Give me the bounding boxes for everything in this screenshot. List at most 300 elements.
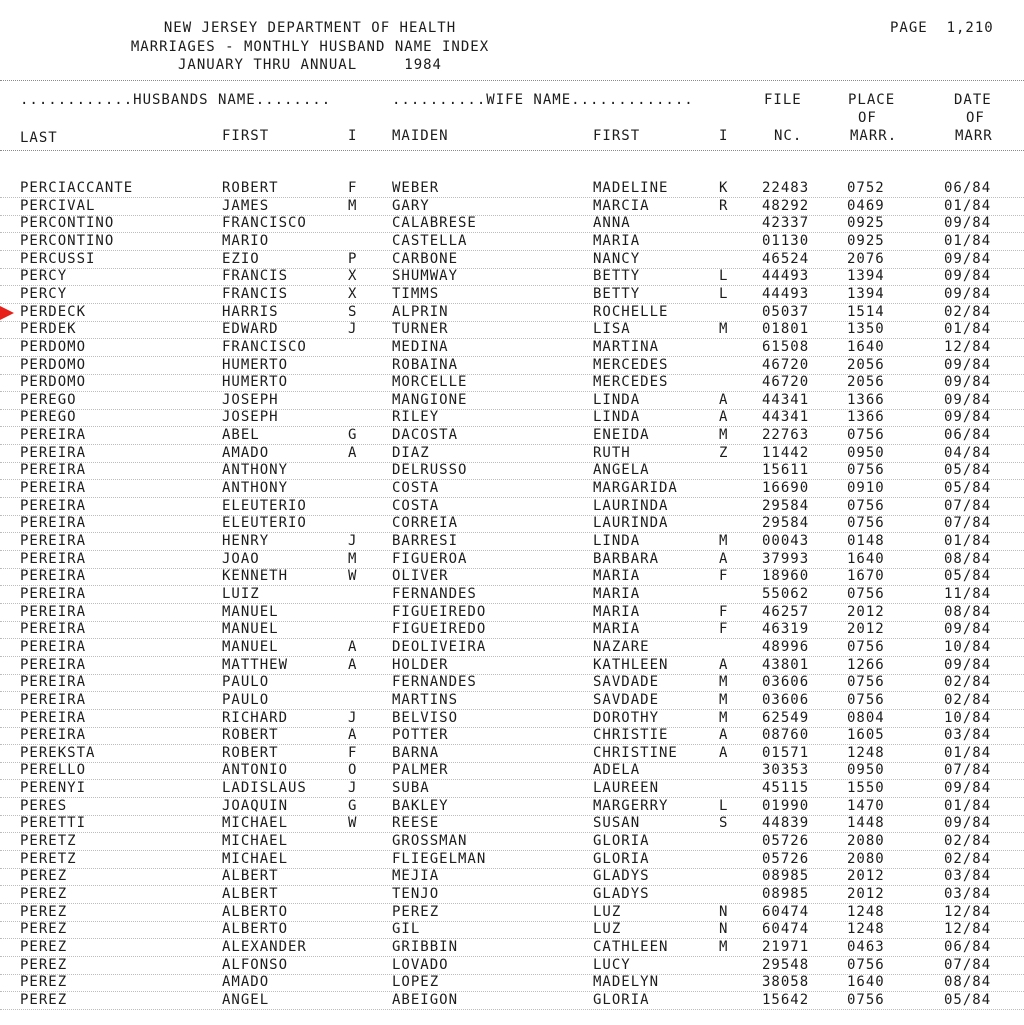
husband-initial: S [348,303,358,320]
place-of-marriage: 1605 [847,727,885,744]
wife-first-name: BARBARA [593,550,660,567]
table-row [0,692,1024,710]
husband-last-name: PEREIRA [20,638,87,655]
husband-last-name: PERETZ [20,833,77,849]
wife-initial: L [719,268,729,285]
wife-initial: L [719,285,729,302]
place-of-marriage: 0950 [847,762,885,779]
file-number: 46257 [762,603,810,620]
wife-initial: F [719,621,729,638]
wife-maiden-name: ALPRIN [392,303,449,320]
husband-first-name: AMADO [222,974,270,991]
date-of-marriage: 12/84 [944,338,992,355]
wife-initial: M [719,427,729,444]
place-of-header: OF [858,110,877,126]
file-number: 01801 [762,321,810,338]
wife-name-group-header: ..........WIFE NAME............. [392,92,694,108]
husband-first-name: FRANCIS [222,268,289,285]
wife-maiden-name: ABEIGON [392,991,459,1008]
place-of-marriage: 1550 [847,780,885,797]
table-row [0,604,1024,622]
wife-maiden-name: GARY [392,197,430,214]
file-number: 44341 [762,409,810,426]
wife-initial: A [719,727,729,744]
husband-first-name: EDWARD [222,321,279,338]
husband-first-name: KENNETH [222,568,289,585]
col-header-place: MARR. [850,128,898,144]
husband-first-name: LADISLAUS [222,780,307,797]
husband-last-name: PEREZ [20,956,68,973]
husband-first-name: AMADO [222,444,270,461]
file-number: 00043 [762,533,810,549]
table-row [0,674,1024,692]
wife-first-name: MARIA [593,621,641,638]
wife-first-name: RUTH [593,444,631,461]
wife-first-name: ROCHELLE [593,303,669,320]
husband-first-name: JAMES [222,197,270,214]
place-of-marriage: 0756 [847,991,885,1008]
table-row [0,445,1024,463]
wife-maiden-name: MARTINS [392,691,459,708]
wife-maiden-name: PALMER [392,762,449,779]
header-rule-bottom [0,150,1024,151]
wife-maiden-name: LOPEZ [392,974,440,991]
file-number: 60474 [762,903,810,920]
place-of-marriage: 1248 [847,921,885,938]
date-of-marriage: 05/84 [944,480,992,496]
husband-last-name: PEREGO [20,391,77,408]
file-number: 29584 [762,497,810,514]
husband-initial: A [348,444,358,461]
date-of-marriage: 08/84 [944,603,992,620]
husband-last-name: PERES [20,797,68,814]
husband-last-name: PEREIRA [20,656,87,673]
husband-first-name: MANUEL [222,603,279,620]
husband-initial: J [348,780,358,797]
place-of-marriage: 1448 [847,815,885,832]
wife-first-name: SUSAN [593,815,641,832]
wife-maiden-name: CALABRESE [392,215,477,232]
table-row [0,868,1024,886]
wife-initial: N [719,903,729,920]
wife-first-name: MARGARIDA [593,480,678,496]
husband-last-name: PEREIRA [20,497,87,514]
file-number: 03606 [762,691,810,708]
table-row [0,745,1024,763]
table-row [0,462,1024,480]
husband-last-name: PERCUSSI [20,250,96,267]
file-number: 44493 [762,285,810,302]
husband-initial: J [348,533,358,549]
husband-first-name: RICHARD [222,709,289,726]
date-of-marriage: 07/84 [944,515,992,532]
file-number: 43801 [762,656,810,673]
report-title-agency: NEW JERSEY DEPARTMENT OF HEALTH [163,20,457,36]
husband-last-name: PEREIRA [20,603,87,620]
date-of-marriage: 02/84 [944,833,992,849]
file-group-header: FILE [764,92,802,108]
table-row [0,780,1024,798]
wife-initial: M [719,533,729,549]
husband-first-name: ALBERTO [222,903,289,920]
husband-initial: P [348,250,358,267]
wife-initial: R [719,197,729,214]
file-number: 01571 [762,744,810,761]
file-number: 22483 [762,180,810,196]
wife-first-name: NANCY [593,250,641,267]
husband-last-name: PEREIRA [20,621,87,638]
table-row [0,568,1024,586]
wife-first-name: LUZ [593,921,622,938]
husband-first-name: EZIO [222,250,260,267]
wife-first-name: MARTINA [593,338,660,355]
wife-initial: A [719,391,729,408]
husband-last-name: PEREGO [20,409,77,426]
husband-last-name: PERENYI [20,780,87,797]
husband-first-name: MICHAEL [222,850,289,867]
husband-last-name: PERCIVAL [20,197,96,214]
wife-maiden-name: MANGIONE [392,391,468,408]
husband-last-name: PERETZ [20,850,77,867]
husband-initial: W [348,568,358,585]
husband-last-name: PEREIRA [20,533,87,549]
table-row [0,515,1024,533]
date-of-marriage: 05/84 [944,991,992,1008]
husband-first-name: ROBERT [222,744,279,761]
wife-initial: Z [719,444,729,461]
date-of-marriage: 03/84 [944,868,992,885]
table-row [0,409,1024,427]
file-number: 03606 [762,674,810,691]
place-of-marriage: 0756 [847,956,885,973]
wife-maiden-name: POTTER [392,727,449,744]
wife-first-name: GLADYS [593,886,650,902]
husband-first-name: LUIZ [222,586,260,602]
col-header-wife-first: FIRST [593,128,641,144]
place-of-marriage: 1640 [847,550,885,567]
wife-maiden-name: DELRUSSO [392,462,468,479]
husband-last-name: PERCY [20,285,68,302]
table-row [0,551,1024,569]
husband-first-name: ALBERTO [222,921,289,938]
date-of-marriage: 09/84 [944,268,992,285]
table-row [0,957,1024,975]
place-of-marriage: 1394 [847,285,885,302]
wife-maiden-name: SHUMWAY [392,268,459,285]
date-of-marriage: 09/84 [944,656,992,673]
place-of-marriage: 1366 [847,391,885,408]
wife-first-name: ANGELA [593,462,650,479]
husband-first-name: ANTONIO [222,762,289,779]
file-number: 42337 [762,215,810,232]
wife-first-name: SAVDADE [593,691,660,708]
place-of-marriage: 0463 [847,938,885,955]
husband-last-name: PEREIRA [20,480,87,496]
wife-first-name: LINDA [593,391,641,408]
place-of-marriage: 1248 [847,903,885,920]
husband-first-name: ROBERT [222,727,279,744]
husband-last-name: PERDOMO [20,356,87,373]
husband-first-name: ELEUTERIO [222,497,307,514]
date-of-marriage: 12/84 [944,921,992,938]
wife-maiden-name: FIGUEROA [392,550,468,567]
table-row [0,639,1024,657]
husband-initial: G [348,427,358,444]
wife-maiden-name: BARNA [392,744,440,761]
husband-first-name: FRANCIS [222,285,289,302]
wife-maiden-name: GIL [392,921,421,938]
date-of-marriage: 01/84 [944,533,992,549]
husband-last-name: PERDOMO [20,338,87,355]
table-row [0,657,1024,675]
file-number: 37993 [762,550,810,567]
husband-initial: O [348,762,358,779]
table-row [0,233,1024,251]
husband-first-name: JOAQUIN [222,797,289,814]
date-of-marriage: 09/84 [944,621,992,638]
date-of-marriage: 08/84 [944,974,992,991]
wife-initial: A [719,409,729,426]
wife-maiden-name: FIGUEIREDO [392,621,487,638]
date-of-marriage: 08/84 [944,550,992,567]
place-of-marriage: 0756 [847,691,885,708]
place-of-marriage: 0756 [847,497,885,514]
wife-first-name: CHRISTINE [593,744,678,761]
date-of-marriage: 12/84 [944,903,992,920]
date-of-marriage: 09/84 [944,391,992,408]
husband-first-name: HENRY [222,533,270,549]
file-number: 62549 [762,709,810,726]
date-of-marriage: 09/84 [944,250,992,267]
wife-first-name: GLORIA [593,833,650,849]
place-of-marriage: 0925 [847,232,885,249]
date-of-marriage: 01/84 [944,232,992,249]
husband-first-name: MATTHEW [222,656,289,673]
place-of-marriage: 1640 [847,338,885,355]
wife-maiden-name: COSTA [392,480,440,496]
wife-maiden-name: CASTELLA [392,232,468,249]
wife-first-name: MARIA [593,603,641,620]
date-of-marriage: 07/84 [944,956,992,973]
wife-first-name: LAUREEN [593,780,660,797]
husband-last-name: PEREIRA [20,674,87,691]
table-row [0,992,1024,1010]
husband-first-name: HUMERTO [222,356,289,373]
place-of-marriage: 2056 [847,356,885,373]
husband-first-name: ANGEL [222,991,270,1008]
file-number: 48292 [762,197,810,214]
date-of-marriage: 03/84 [944,727,992,744]
husbands-name-group-header: ............HUSBANDS NAME........ [20,92,332,108]
wife-initial: M [719,321,729,338]
husband-last-name: PERDECK [20,303,87,320]
husband-first-name: ROBERT [222,180,279,196]
wife-maiden-name: CARBONE [392,250,459,267]
wife-initial: K [719,180,729,196]
place-of-marriage: 2012 [847,603,885,620]
place-of-marriage: 1670 [847,568,885,585]
col-header-last: LAST [20,130,58,146]
wife-first-name: MERCEDES [593,356,669,373]
header-rule-top [0,80,1024,81]
date-of-marriage: 09/84 [944,374,992,391]
wife-maiden-name: TURNER [392,321,449,338]
file-number: 16690 [762,480,810,496]
husband-initial: W [348,815,358,832]
date-of-marriage: 06/84 [944,180,992,196]
place-of-marriage: 0756 [847,515,885,532]
date-of-marriage: 02/84 [944,303,992,320]
wife-initial: F [719,603,729,620]
date-of-marriage: 03/84 [944,886,992,902]
husband-first-name: JOSEPH [222,391,279,408]
husband-first-name: ALBERT [222,868,279,885]
table-row [0,339,1024,357]
husband-last-name: PEREZ [20,886,68,902]
place-of-marriage: 1470 [847,797,885,814]
husband-first-name: ALBERT [222,886,279,902]
husband-first-name: PAULO [222,691,270,708]
file-number: 46524 [762,250,810,267]
table-row [0,833,1024,851]
col-header-date: MARR [955,128,993,144]
file-number: 22763 [762,427,810,444]
husband-last-name: PERDEK [20,321,77,338]
file-number: 01130 [762,232,810,249]
wife-first-name: KATHLEEN [593,656,669,673]
date-of-marriage: 09/84 [944,780,992,797]
table-row [0,815,1024,833]
file-number: 08985 [762,868,810,885]
husband-initial: M [348,197,358,214]
place-of-marriage: 1266 [847,656,885,673]
file-number: 05037 [762,303,810,320]
husband-first-name: MARIO [222,232,270,249]
col-header-first: FIRST [222,128,270,144]
husband-last-name: PEREIRA [20,691,87,708]
file-number: 11442 [762,444,810,461]
table-row [0,886,1024,904]
husband-last-name: PEREIRA [20,727,87,744]
place-of-marriage: 1350 [847,321,885,338]
wife-initial: M [719,691,729,708]
table-row [0,304,1024,322]
husband-first-name: ANTHONY [222,480,289,496]
husband-first-name: MANUEL [222,638,279,655]
husband-first-name: ANTHONY [222,462,289,479]
wife-initial: M [719,674,729,691]
date-of-marriage: 10/84 [944,709,992,726]
wife-maiden-name: DACOSTA [392,427,459,444]
place-of-marriage: 0925 [847,215,885,232]
wife-first-name: LISA [593,321,631,338]
wife-initial: F [719,568,729,585]
file-number: 21971 [762,938,810,955]
date-of-marriage: 11/84 [944,586,992,602]
table-row [0,480,1024,498]
wife-maiden-name: BARRESI [392,533,459,549]
file-number: 46319 [762,621,810,638]
file-number: 46720 [762,356,810,373]
wife-first-name: MARCIA [593,197,650,214]
wife-first-name: ENEIDA [593,427,650,444]
file-number: 29584 [762,515,810,532]
husband-last-name: PEREIRA [20,709,87,726]
date-of-marriage: 09/84 [944,285,992,302]
husband-last-name: PEREIRA [20,427,87,444]
table-row [0,286,1024,304]
wife-maiden-name: MEDINA [392,338,449,355]
table-row [0,727,1024,745]
husband-initial: X [348,285,358,302]
file-number: 48996 [762,638,810,655]
file-number: 15611 [762,462,810,479]
date-of-marriage: 02/84 [944,691,992,708]
place-of-marriage: 2012 [847,621,885,638]
wife-maiden-name: REESE [392,815,440,832]
date-of-marriage: 06/84 [944,938,992,955]
wife-first-name: MARIA [593,232,641,249]
husband-last-name: PEREZ [20,921,68,938]
date-of-marriage: 09/84 [944,356,992,373]
husband-first-name: MICHAEL [222,833,289,849]
table-row [0,215,1024,233]
table-row [0,921,1024,939]
husband-initial: M [348,550,358,567]
wife-maiden-name: GROSSMAN [392,833,468,849]
husband-first-name: MICHAEL [222,815,289,832]
page-number: PAGE 1,210 [890,20,994,36]
file-number: 18960 [762,568,810,585]
wife-first-name: BETTY [593,285,641,302]
wife-initial: A [719,550,729,567]
wife-first-name: GLORIA [593,991,650,1008]
husband-initial: A [348,656,358,673]
table-row [0,798,1024,816]
date-of-marriage: 09/84 [944,815,992,832]
husband-last-name: PEREIRA [20,586,87,602]
wife-first-name: GLADYS [593,868,650,885]
file-number: 38058 [762,974,810,991]
wife-maiden-name: FLIEGELMAN [392,850,487,867]
husband-initial: F [348,744,358,761]
report-title-period: JANUARY THRU ANNUAL 1984 [177,57,442,73]
wife-first-name: SAVDADE [593,674,660,691]
husband-first-name: FRANCISCO [222,338,307,355]
wife-first-name: LUZ [593,903,622,920]
place-of-marriage: 0756 [847,586,885,602]
wife-maiden-name: DIAZ [392,444,430,461]
place-of-marriage: 1248 [847,744,885,761]
date-of-marriage: 04/84 [944,444,992,461]
place-of-marriage: 0756 [847,674,885,691]
table-row [0,710,1024,728]
table-row [0,904,1024,922]
husband-last-name: PEREIRA [20,568,87,585]
wife-maiden-name: PEREZ [392,903,440,920]
wife-first-name: CATHLEEN [593,938,669,955]
table-row [0,268,1024,286]
husband-initial: A [348,638,358,655]
date-of-marriage: 07/84 [944,497,992,514]
place-of-marriage: 2056 [847,374,885,391]
file-number: 44341 [762,391,810,408]
husband-first-name: MANUEL [222,621,279,638]
place-of-marriage: 0756 [847,638,885,655]
table-row [0,498,1024,516]
husband-last-name: PERDOMO [20,374,87,391]
place-of-marriage: 2080 [847,833,885,849]
